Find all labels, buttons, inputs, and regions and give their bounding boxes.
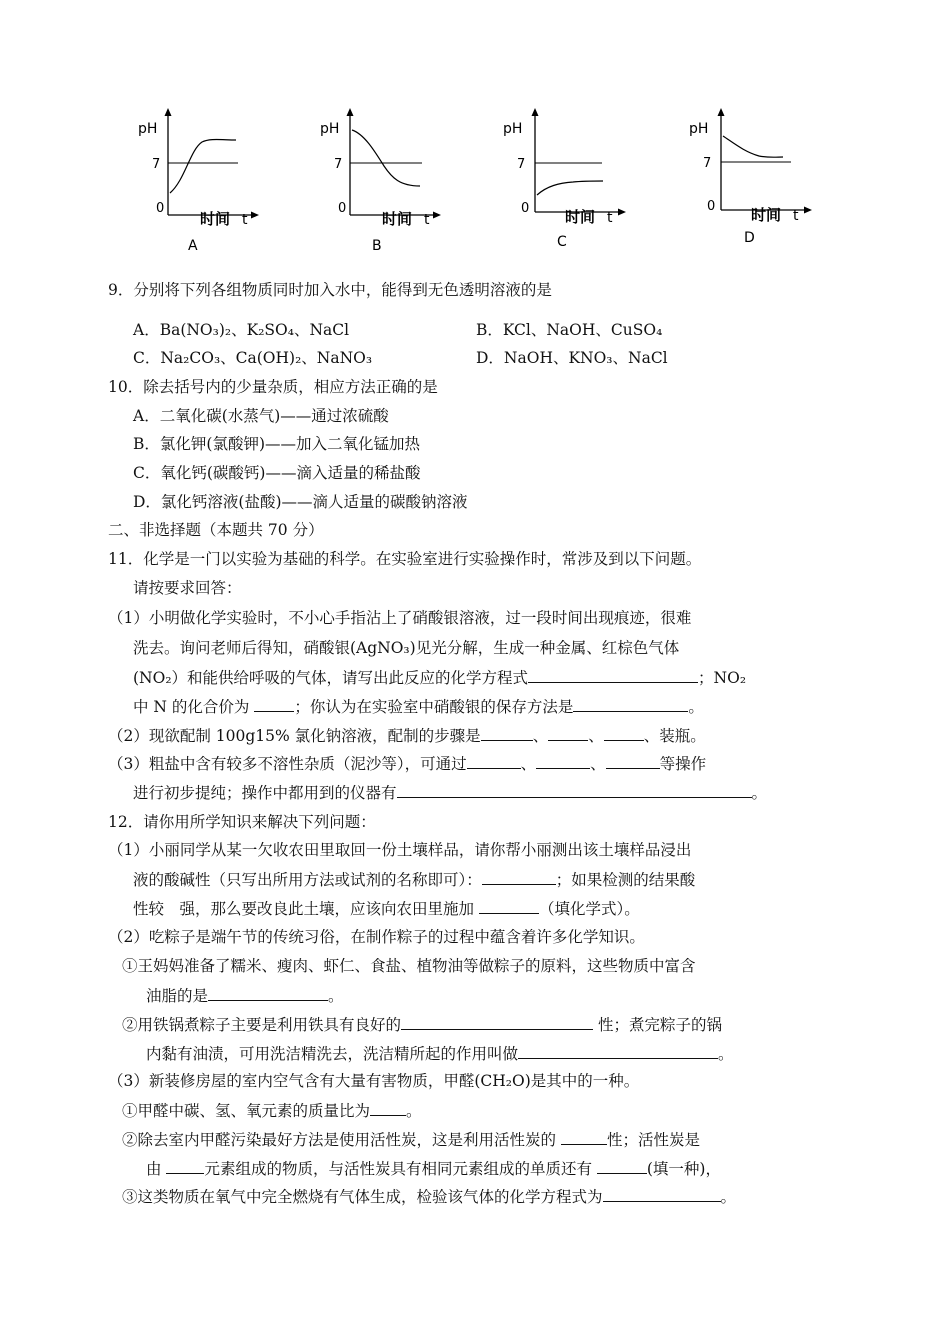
q9-option-d: D．NaOH、KNO₃、NaCl	[476, 349, 668, 367]
text: 油脂的是	[146, 987, 209, 1005]
text: 、	[588, 727, 604, 745]
y-axis-arrow-icon	[532, 108, 539, 116]
answer-blank[interactable]	[481, 725, 533, 741]
q12-part3-ii-line1	[122, 1129, 700, 1150]
x-label: 时间	[751, 206, 782, 224]
q12-stem: 12．请你用所学知识来解决下列问题：	[108, 813, 376, 831]
seven-label: 7	[334, 157, 343, 172]
q12-part3-ii-line2	[146, 1158, 721, 1179]
q12-part2-i-line2	[146, 985, 344, 1006]
y-axis-arrow-icon	[718, 108, 725, 116]
text: 性；煮完粽子的锅	[593, 1016, 722, 1034]
q12-part3: （3）新装修房屋的室内空气含有大量有害物质，甲醛(CH₂O)是其中的一种。	[108, 1072, 640, 1090]
q12-part1-line3	[133, 898, 640, 919]
q11-stem-line1: 11．化学是一门以实验为基础的科学。在实验室进行实验操作时，常涉及到以下问题。	[108, 550, 702, 568]
graph-d	[683, 100, 883, 255]
text: ；NO₂	[698, 669, 747, 687]
ph-curve	[352, 130, 420, 186]
answer-blank[interactable]	[528, 667, 698, 683]
answer-blank[interactable]	[597, 1158, 647, 1174]
text: 性较 强，那么要改良此土壤，应该向农田里施加	[133, 900, 479, 918]
text: 。	[328, 987, 344, 1005]
q11-part1-line2: 洗去。询问老师后得知，硝酸银(AgNO₃)见光分解，生成一种金属、红棕色气体	[133, 639, 680, 657]
answer-blank[interactable]	[401, 1014, 593, 1030]
answer-blank[interactable]	[561, 1129, 607, 1145]
q9-stem: 9．分别将下列各组物质同时加入水中，能得到无色透明溶液的是	[108, 281, 552, 299]
origin-label: 0	[156, 201, 165, 216]
answer-blank[interactable]	[606, 753, 660, 769]
q9-option-b: B．KCl、NaOH、CuSO₄	[476, 321, 663, 339]
text: 由	[146, 1160, 167, 1178]
seven-label: 7	[517, 157, 526, 172]
y-axis-arrow-icon	[165, 108, 172, 116]
x-label: 时间	[382, 210, 413, 228]
answer-blank[interactable]	[548, 725, 588, 741]
answer-blank[interactable]	[603, 1186, 721, 1202]
graph-caption: D	[744, 230, 755, 246]
text: (填一种)，	[646, 1160, 721, 1178]
y-axis-arrow-icon	[347, 108, 354, 116]
y-label: pH	[138, 121, 158, 137]
answer-blank[interactable]	[166, 1158, 204, 1174]
q12-part2-ii-line2	[146, 1043, 734, 1064]
q11-part3-line2	[133, 782, 767, 803]
q11-stem-line2: 请按要求回答：	[133, 579, 242, 597]
text: 。	[720, 1188, 737, 1206]
text: (NO₂）和能供给呼吸的气体，请写出此反应的化学方程式	[133, 669, 529, 687]
t-label: t	[424, 212, 430, 228]
graph-caption: B	[372, 238, 382, 254]
q10-stem: 10．除去括号内的少量杂质，相应方法正确的是	[108, 378, 438, 396]
answer-blank[interactable]	[604, 725, 644, 741]
x-axis-arrow-icon	[251, 212, 259, 219]
q11-part1-line3	[133, 667, 746, 688]
answer-blank[interactable]	[518, 1043, 718, 1059]
answer-blank[interactable]	[482, 869, 556, 885]
y-label: pH	[689, 121, 709, 137]
x-axis-arrow-icon	[618, 209, 626, 216]
y-label: pH	[320, 121, 340, 137]
text: （3）粗盐中含有较多不溶性杂质（泥沙等），可通过	[108, 755, 467, 773]
section-heading: 二、非选择题（本题共 70 分）	[108, 521, 324, 539]
text: 、	[520, 755, 537, 773]
answer-blank[interactable]	[479, 898, 539, 914]
text: 。	[718, 1045, 734, 1063]
ph-graphs	[0, 100, 950, 260]
q9-option-a: A．Ba(NO₃)₂、K₂SO₄、NaCl	[133, 321, 350, 339]
q11-part1-line4	[133, 696, 704, 717]
graph-b	[312, 100, 512, 255]
text: 。	[751, 784, 768, 802]
q12-part2: （2）吃粽子是端午节的传统习俗，在制作粽子的过程中蕴含着许多化学知识。	[108, 928, 645, 946]
q10-option-b: B．氯化钾(氯酸钾)——加入二氧化锰加热	[133, 435, 420, 453]
q9-option-c: C．Na₂CO₃、Ca(OH)₂、NaNO₃	[133, 349, 373, 367]
text: 等操作	[659, 755, 707, 773]
graph-a	[130, 100, 330, 255]
q12-part1-line1: （1）小丽同学从某一欠收农田里取回一份土壤样品，请你帮小丽测出该土壤样品浸出	[108, 841, 692, 859]
t-label: t	[607, 210, 613, 226]
seven-label: 7	[703, 156, 712, 171]
ph-curve	[170, 140, 236, 194]
origin-label: 0	[338, 201, 347, 216]
answer-blank[interactable]	[397, 782, 752, 798]
q10-option-c: C．氧化钙(碳酸钙)——滴入适量的稀盐酸	[133, 464, 421, 482]
q12-part1-line2	[133, 869, 695, 890]
t-label: t	[242, 212, 248, 228]
q12-part2-i-line1: ①王妈妈准备了糯米、瘦肉、虾仁、食盐、植物油等做粽子的原料，这些物质中富含	[122, 957, 696, 975]
q10-option-a: A．二氧化碳(水蒸气)——通过浓硫酸	[133, 407, 389, 425]
q11-part3-line1	[108, 753, 706, 774]
q12-part3-i	[122, 1100, 422, 1121]
text: （填化学式）。	[538, 900, 640, 918]
answer-blank[interactable]	[573, 696, 688, 712]
text: 。	[688, 698, 704, 716]
text: 中 N 的化合价为	[133, 698, 255, 716]
text: 、装瓶。	[643, 727, 706, 745]
text: ；你认为在实验室中硝酸银的保存方法是	[294, 698, 574, 716]
text: 进行初步提纯；操作中都用到的仪器有	[133, 784, 397, 802]
answer-blank[interactable]	[370, 1100, 406, 1116]
ph-curve	[723, 136, 783, 157]
text: 内黏有油渍，可用洗洁精洗去，洗洁精所起的作用叫做	[146, 1045, 519, 1063]
y-label: pH	[503, 121, 523, 137]
text: ；如果检测的结果酸	[555, 871, 696, 889]
q12-part2-ii-line1	[122, 1014, 722, 1035]
q10-option-d: D．氯化钙溶液(盐酸)——滴人适量的碳酸钠溶液	[133, 493, 468, 511]
x-label: 时间	[565, 208, 596, 226]
q11-part1-line1: （1）小明做化学实验时，不小心手指沾上了硝酸银溶液，过一段时间出现痕迹，很难	[108, 609, 692, 627]
graph-caption: C	[557, 234, 567, 250]
x-axis-arrow-icon	[433, 212, 441, 219]
text: 液的酸碱性（只写出所用方法或试剂的名称即可）：	[133, 871, 482, 889]
text: 。	[406, 1102, 422, 1120]
x-label: 时间	[200, 210, 231, 228]
text: ①甲醛中碳、氢、氧元素的质量比为	[122, 1102, 371, 1120]
text: ②用铁锅煮粽子主要是利用铁具有良好的	[122, 1016, 402, 1034]
text: 、	[532, 727, 549, 745]
answer-blank[interactable]	[467, 753, 521, 769]
graph-c	[497, 100, 697, 255]
q12-part3-iii	[122, 1186, 736, 1207]
answer-blank[interactable]	[208, 985, 328, 1001]
graph-caption: A	[188, 238, 198, 254]
origin-label: 0	[521, 201, 530, 216]
q11-part2	[108, 725, 706, 746]
text: 元素组成的物质，与活性炭具有相同元素组成的单质还有	[204, 1160, 597, 1178]
text: ③这类物质在氧气中完全燃烧有气体生成，检验该气体的化学方程式为	[122, 1188, 603, 1206]
t-label: t	[793, 208, 799, 224]
answer-blank[interactable]	[536, 753, 590, 769]
seven-label: 7	[152, 157, 161, 172]
text: 、	[590, 755, 606, 773]
x-axis-arrow-icon	[804, 207, 812, 214]
origin-label: 0	[707, 199, 716, 214]
ph-curve	[537, 181, 603, 195]
text: ②除去室内甲醛污染最好方法是使用活性炭，这是利用活性炭的	[122, 1131, 561, 1149]
text: （2）现欲配制 100g15% 氯化钠溶液，配制的步骤是	[108, 727, 481, 745]
answer-blank[interactable]	[254, 696, 294, 712]
text: 性；活性炭是	[606, 1131, 700, 1149]
